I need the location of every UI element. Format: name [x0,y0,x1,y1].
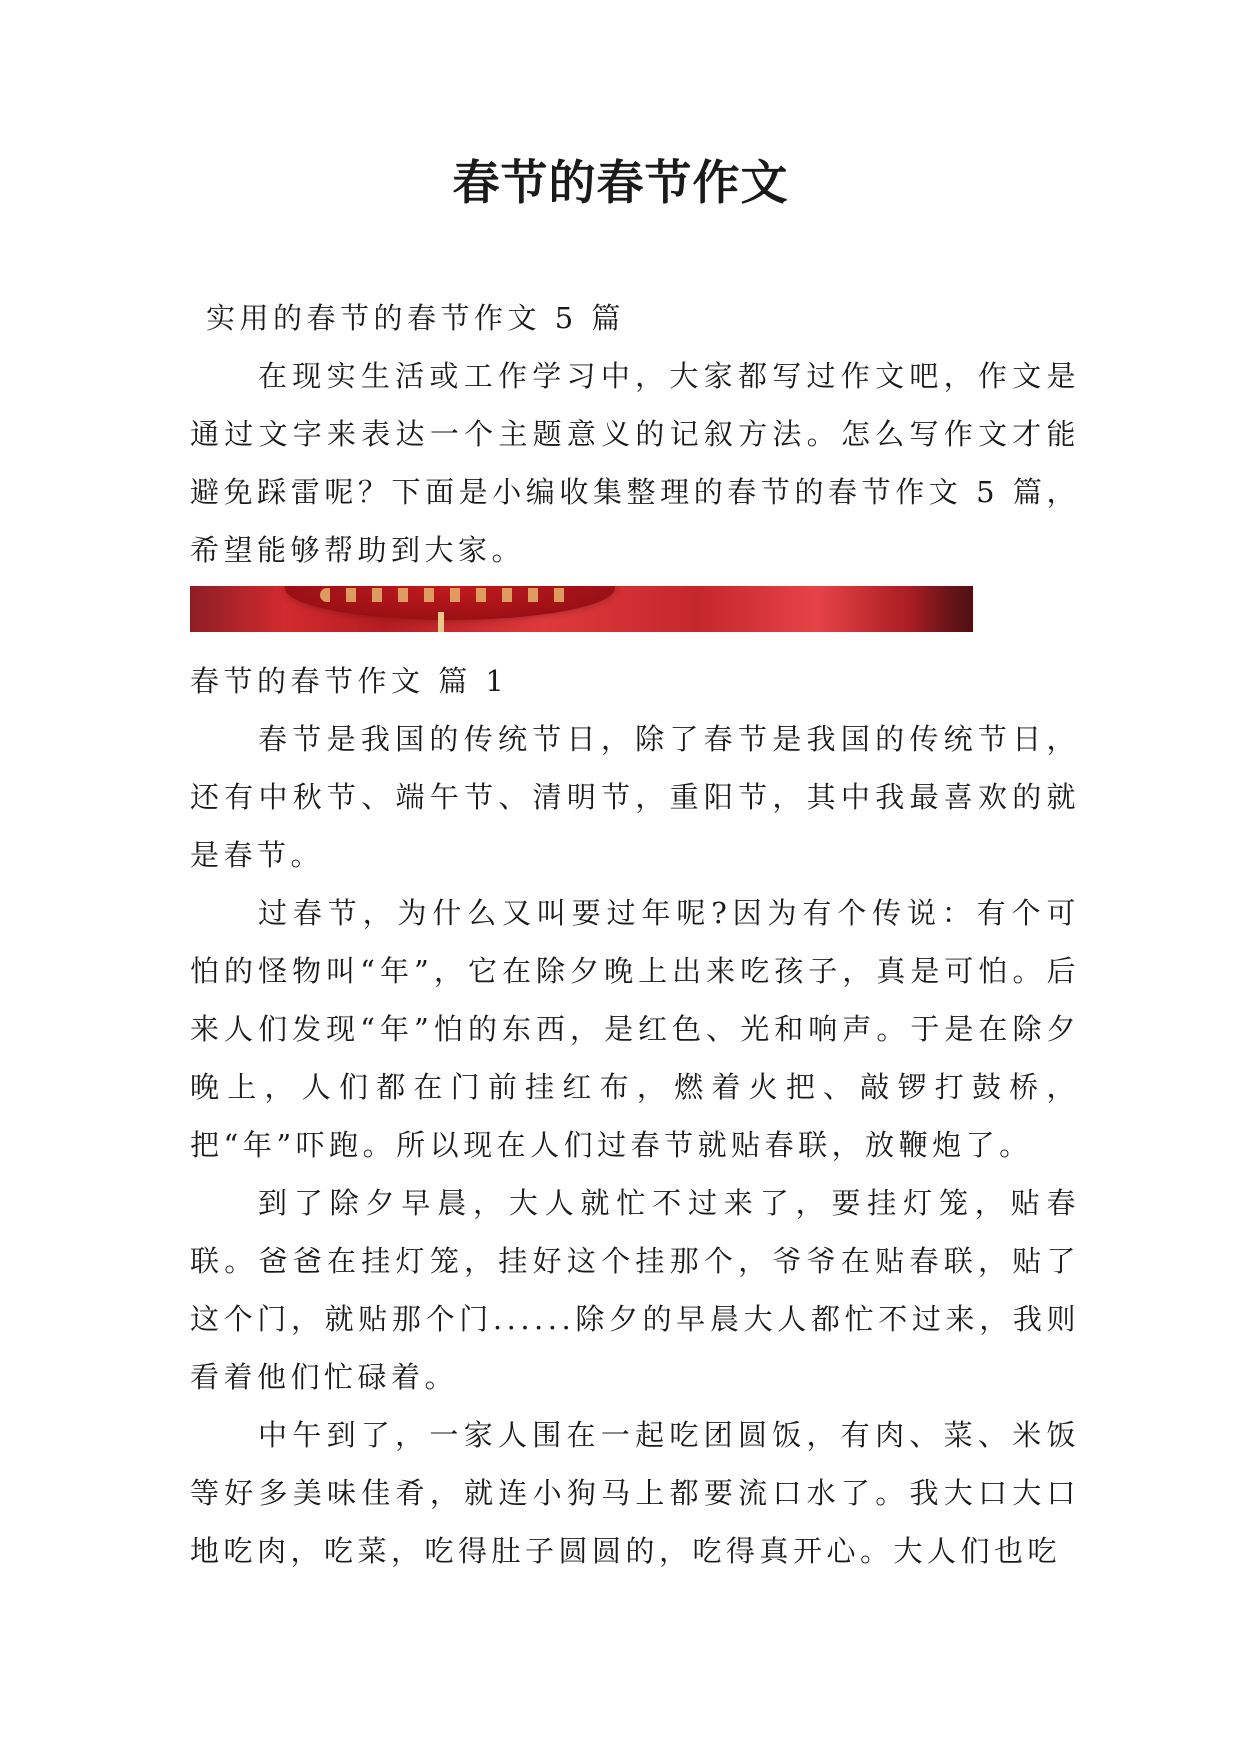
lantern-tassel [438,612,444,632]
body-paragraph: 春节是我国的传统节日，除了春节是我国的传统节日，还有中秋节、端午节、清明节，重阳节，其中我最喜欢的就是春节。 [190,722,1080,872]
banner-shade [913,586,973,632]
body-paragraph: 到了除夕早晨，大人就忙不过来了，要挂灯笼，贴春联。爸爸在挂灯笼，挂好这个挂那个，爷爷在贴春联，贴了这个门，就贴那个门......除夕的早晨大人都忙不过来，我则看着他们忙碌着。 [190,1186,1080,1394]
document-subtitle: 实用的春节的春节作文 5 篇 [206,301,625,335]
document-body [190,289,1080,1580]
body-paragraph: 中午到了，一家人围在一起吃团圆饭，有肉、菜、米饭等好多美味佳肴，就连小狗马上都要流口水了。我大口大口地吃肉，吃菜，吃得肚子圆圆的，吃得真开心。大人们也吃 [190,1418,1080,1568]
intro-paragraph: 在现实生活或工作学习中，大家都写过作文吧，作文是通过文字来表达一个主题意义的记叙方法。怎么写作文才能避免踩雷呢？下面是小编收集整理的春节的春节作文 5 篇，希望能够帮助到大家。 [190,359,1080,567]
section-heading: 春节的春节作文 篇 1 [190,664,509,698]
document-title: 春节的春节作文 [452,156,789,211]
red-lantern-banner-image [190,586,973,632]
lantern-pattern [320,588,580,602]
body-paragraph: 过春节，为什么又叫要过年呢?因为有个传说：有个可怕的怪物叫“年”，它在除夕晚上出来吃孩子，真是可怕。后来人们发现“年”怕的东西，是红色、光和响声。于是在除夕晚上，人们都在门前挂红布，燃着火把、敲锣打鼓桥，把“年”吓跑。所以现在人们过春节就贴春联，放鞭炮了。 [190,896,1080,1162]
